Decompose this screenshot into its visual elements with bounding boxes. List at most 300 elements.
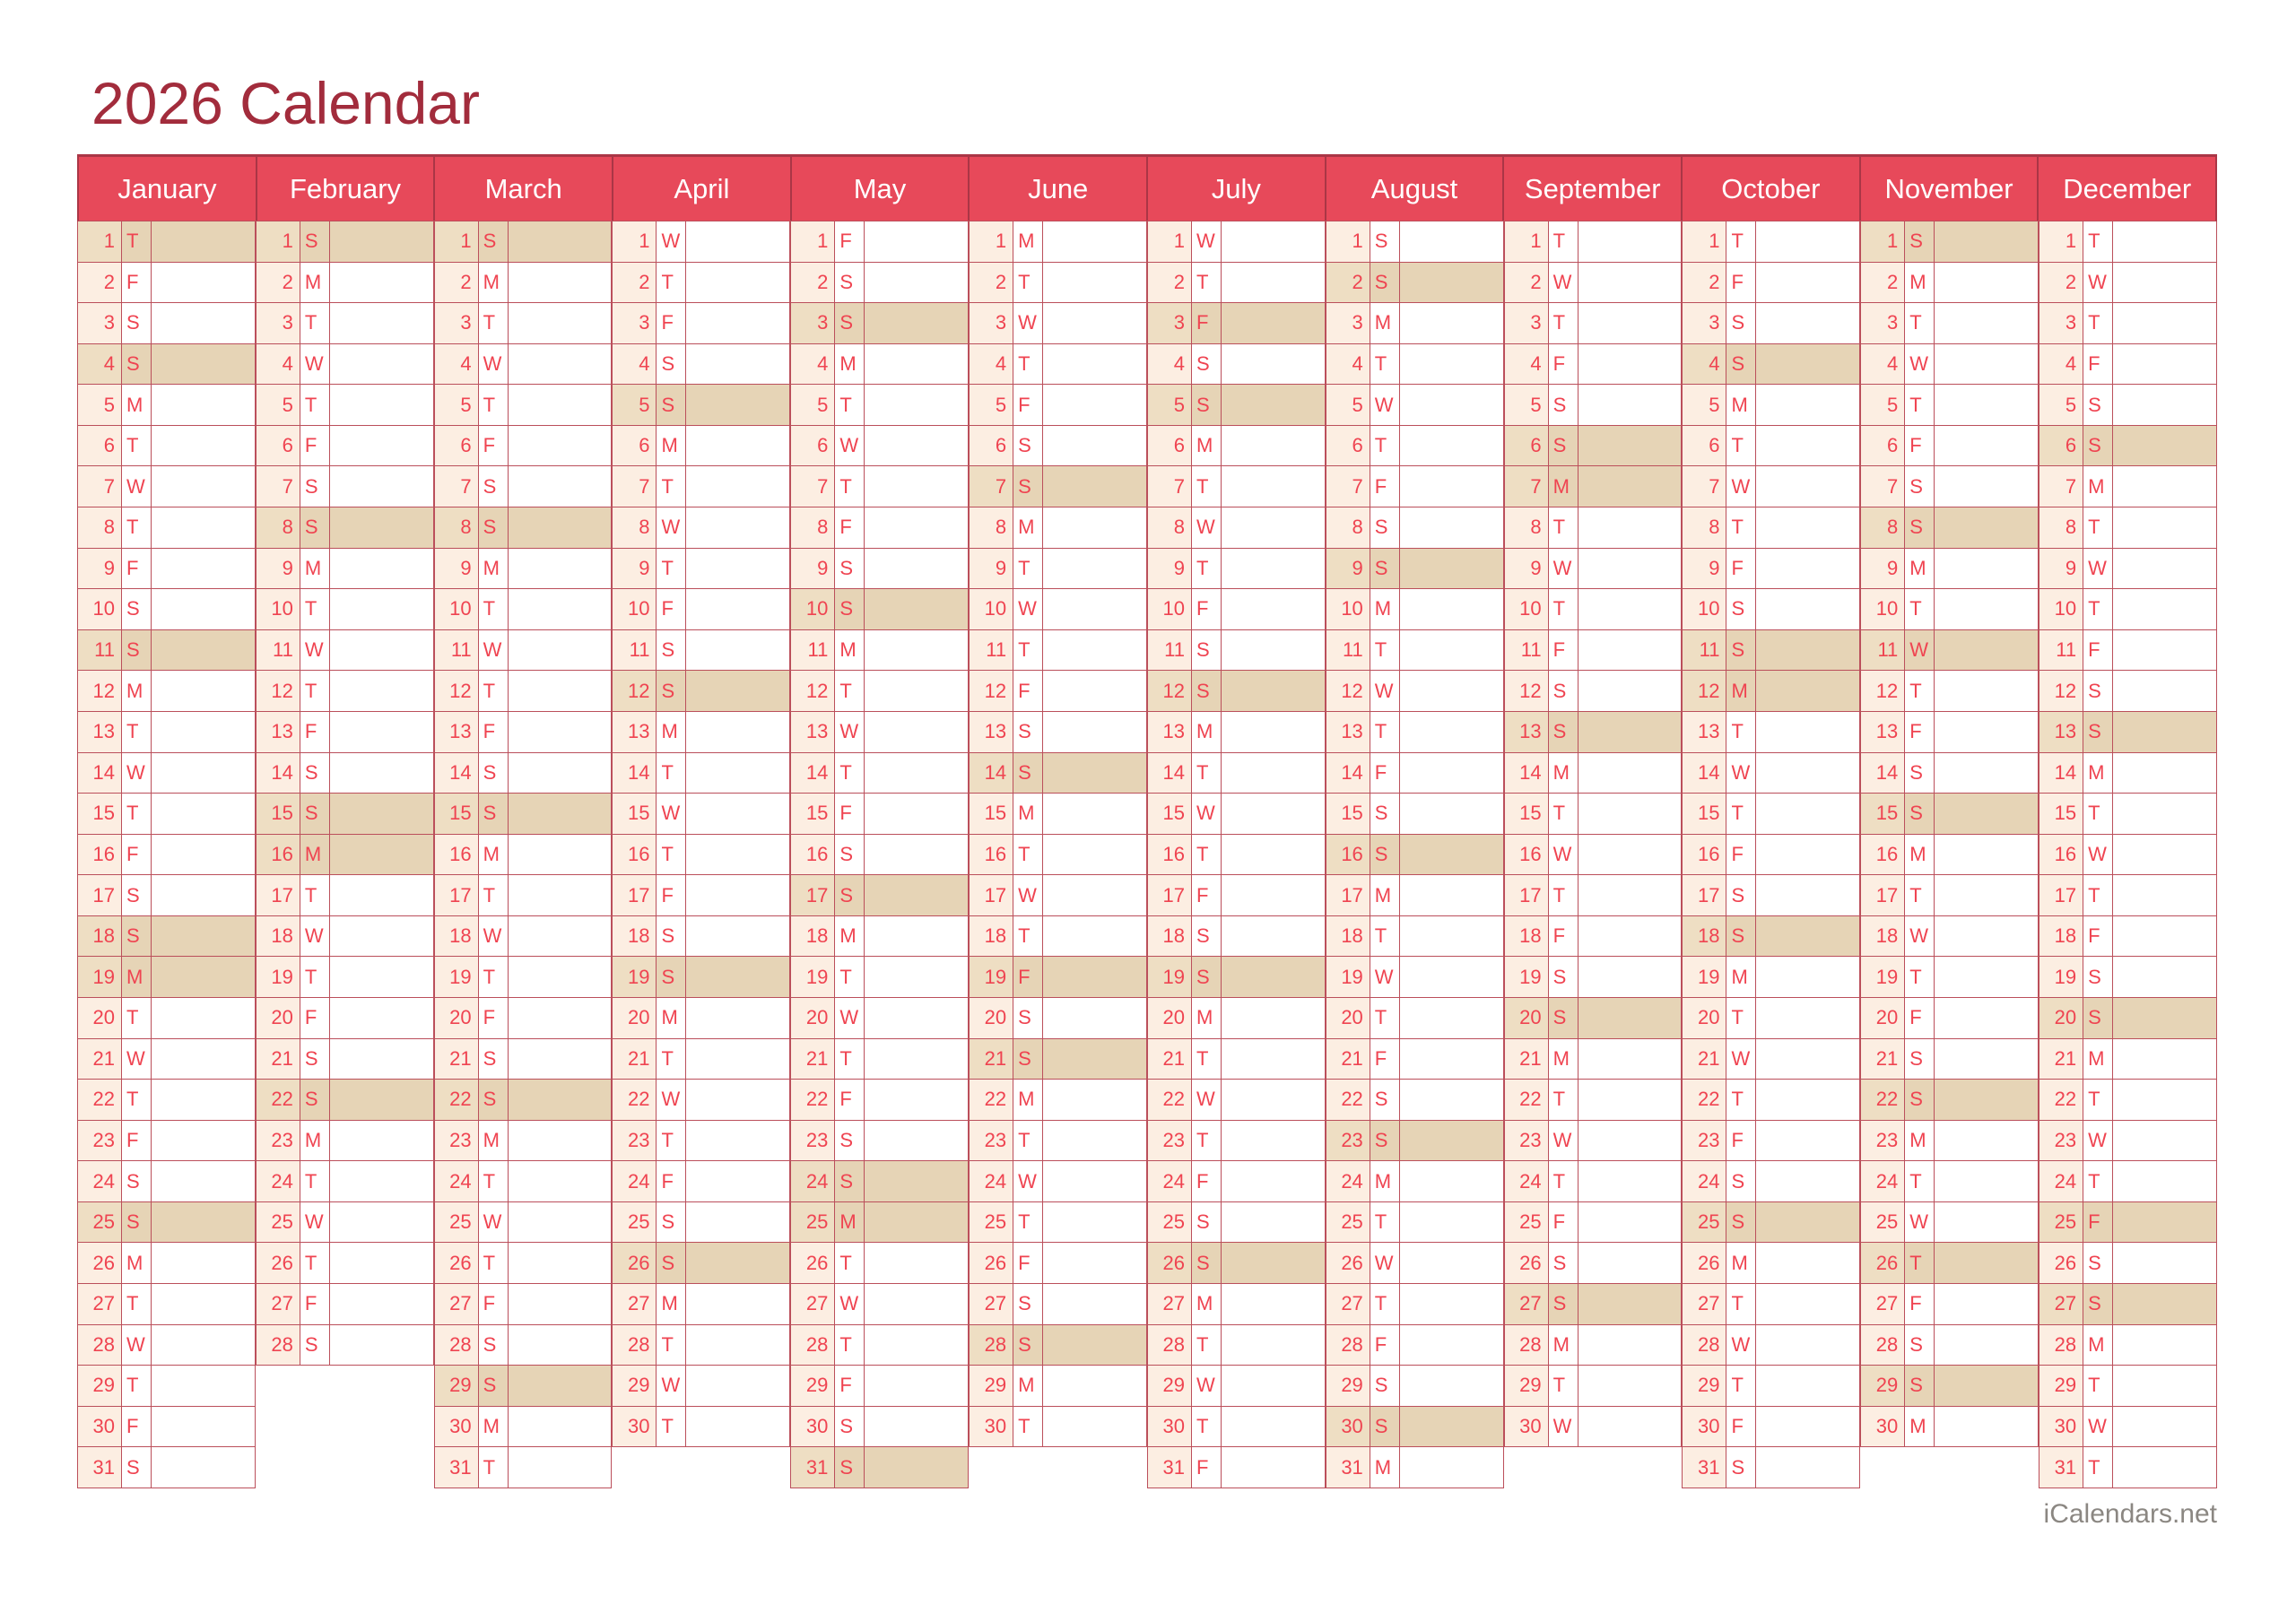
notes-area (1935, 426, 2038, 466)
day-number: 25 (2039, 1202, 2083, 1243)
notes-area (686, 630, 789, 671)
day-number: 18 (1683, 916, 1726, 957)
day-number: 22 (435, 1080, 479, 1120)
day-cell (1504, 466, 1683, 507)
empty-slot (1504, 1447, 1683, 1488)
day-cell (790, 549, 969, 590)
notes-area (1935, 1080, 2038, 1120)
day-cell (77, 712, 256, 753)
notes-area (330, 1202, 433, 1243)
day-letter: W (835, 998, 865, 1038)
day-letter: F (835, 1366, 865, 1406)
day-number: 30 (1505, 1407, 1549, 1447)
day-cell (256, 549, 434, 590)
notes-area (1222, 1366, 1325, 1406)
day-cell (1147, 1080, 1326, 1121)
day-letter: S (1726, 1161, 1756, 1201)
day-number: 13 (613, 712, 657, 752)
day-cell (1326, 671, 1504, 712)
notes-area (1400, 1202, 1503, 1243)
day-number: 15 (78, 794, 122, 834)
day-letter: S (1905, 1080, 1935, 1120)
notes-area (1222, 1080, 1325, 1120)
day-letter: W (1013, 303, 1043, 343)
notes-area (1578, 221, 1682, 262)
day-letter: W (1549, 1407, 1578, 1447)
notes-area (686, 1366, 789, 1406)
day-letter: S (479, 507, 509, 548)
day-cell (612, 875, 790, 916)
day-cell (1147, 753, 1326, 794)
day-number: 9 (613, 549, 657, 589)
day-number: 29 (1683, 1366, 1726, 1406)
day-number: 7 (1326, 466, 1370, 507)
notes-area (509, 1407, 612, 1447)
notes-area (865, 630, 968, 671)
notes-area (865, 507, 968, 548)
day-cell (77, 344, 256, 386)
day-letter: T (1192, 263, 1222, 303)
day-number: 5 (2039, 385, 2083, 425)
month-header-january: January (117, 172, 217, 204)
day-number: 18 (435, 916, 479, 957)
day-cell (2039, 1366, 2217, 1407)
day-number: 19 (613, 957, 657, 997)
day-cell (1860, 1407, 2039, 1448)
day-letter: W (122, 1325, 152, 1366)
day-number: 18 (1326, 916, 1370, 957)
notes-area (865, 671, 968, 711)
notes-area (1935, 916, 2038, 957)
notes-area (1935, 1202, 2038, 1243)
day-letter: W (1192, 221, 1222, 262)
day-cell (1147, 466, 1326, 507)
day-cell (1326, 957, 1504, 998)
day-number: 8 (2039, 507, 2083, 548)
day-number: 11 (2039, 630, 2083, 671)
month-column-december (2039, 221, 2217, 1488)
day-number: 27 (1326, 1284, 1370, 1324)
day-letter: T (1726, 1284, 1756, 1324)
day-cell (1682, 303, 1860, 344)
notes-area (686, 263, 789, 303)
day-cell (1682, 589, 1860, 630)
day-number: 26 (78, 1243, 122, 1283)
notes-area (2113, 835, 2216, 875)
day-cell (612, 344, 790, 386)
day-number: 2 (257, 263, 300, 303)
day-cell (1326, 753, 1504, 794)
notes-area (509, 875, 612, 915)
day-number: 14 (1683, 753, 1726, 794)
day-cell (1326, 835, 1504, 876)
notes-area (1043, 344, 1146, 385)
notes-area (1043, 835, 1146, 875)
month-column-march (434, 221, 613, 1488)
day-number: 13 (1148, 712, 1192, 752)
notes-area (686, 1039, 789, 1080)
day-cell (612, 221, 790, 263)
day-cell (1860, 344, 2039, 386)
day-cell (969, 263, 1147, 304)
day-letter: M (1726, 385, 1756, 425)
day-cell (434, 1039, 613, 1080)
day-number: 29 (1861, 1366, 1905, 1406)
empty-slot (1860, 1447, 2039, 1488)
day-cell (790, 835, 969, 876)
day-number: 14 (791, 753, 835, 794)
day-letter: F (1905, 712, 1935, 752)
day-cell (434, 1366, 613, 1407)
day-cell (77, 1447, 256, 1488)
day-letter: S (835, 1161, 865, 1201)
day-number: 11 (970, 630, 1013, 671)
day-cell (77, 507, 256, 549)
day-letter: M (1905, 549, 1935, 589)
day-number: 10 (1148, 589, 1192, 629)
day-number: 3 (970, 303, 1013, 343)
day-letter: S (2083, 1243, 2113, 1283)
day-letter: S (2083, 998, 2113, 1038)
day-letter: T (1726, 998, 1756, 1038)
notes-area (1935, 549, 2038, 589)
day-letter: W (1726, 1039, 1756, 1080)
day-cell (434, 671, 613, 712)
day-number: 24 (791, 1161, 835, 1201)
day-letter: S (1726, 589, 1756, 629)
notes-area (1578, 916, 1682, 957)
day-number: 6 (1683, 426, 1726, 466)
day-letter: T (122, 712, 152, 752)
day-letter: F (1013, 671, 1043, 711)
day-cell (77, 1243, 256, 1284)
day-letter: M (1549, 753, 1578, 794)
day-letter: W (2083, 1121, 2113, 1161)
notes-area (1222, 916, 1325, 957)
notes-area (2113, 998, 2216, 1038)
day-number: 13 (1326, 712, 1370, 752)
day-letter: S (1726, 916, 1756, 957)
notes-area (2113, 549, 2216, 589)
day-number: 31 (1148, 1447, 1192, 1488)
notes-area (2113, 263, 2216, 303)
day-number: 27 (435, 1284, 479, 1324)
day-letter: W (2083, 263, 2113, 303)
day-cell (969, 671, 1147, 712)
day-cell (1326, 549, 1504, 590)
day-letter: M (2083, 1039, 2113, 1080)
day-cell (1504, 549, 1683, 590)
day-number: 27 (613, 1284, 657, 1324)
month-header-june: June (968, 157, 1146, 221)
day-letter: S (1549, 671, 1578, 711)
day-letter: T (1549, 1080, 1578, 1120)
day-number: 10 (78, 589, 122, 629)
day-letter: M (122, 385, 152, 425)
day-letter: W (300, 916, 330, 957)
day-letter: S (1726, 1202, 1756, 1243)
day-number: 11 (1505, 630, 1549, 671)
day-number: 1 (257, 221, 300, 262)
day-number: 8 (435, 507, 479, 548)
day-cell (790, 344, 969, 386)
day-cell (969, 507, 1147, 549)
day-cell (612, 1161, 790, 1202)
day-number: 31 (791, 1447, 835, 1488)
day-cell (1504, 1284, 1683, 1325)
day-cell (1504, 753, 1683, 794)
day-letter: F (122, 263, 152, 303)
day-number: 15 (970, 794, 1013, 834)
notes-area (509, 263, 612, 303)
day-letter: S (122, 1161, 152, 1201)
notes-area (1222, 671, 1325, 711)
notes-area (509, 1325, 612, 1366)
notes-area (865, 794, 968, 834)
notes-area (865, 466, 968, 507)
notes-area (330, 263, 433, 303)
day-letter: T (1905, 1161, 1935, 1201)
day-cell (434, 1325, 613, 1366)
day-number: 7 (257, 466, 300, 507)
day-number: 21 (257, 1039, 300, 1080)
day-cell (1860, 1325, 2039, 1366)
notes-area (1222, 875, 1325, 915)
day-number: 19 (1148, 957, 1192, 997)
day-number: 11 (1326, 630, 1370, 671)
notes-area (1043, 630, 1146, 671)
day-letter: M (1013, 221, 1043, 262)
day-number: 17 (970, 875, 1013, 915)
day-letter: W (1192, 794, 1222, 834)
day-letter: S (835, 1121, 865, 1161)
notes-area (865, 712, 968, 752)
notes-area (1043, 426, 1146, 466)
day-letter: T (2083, 507, 2113, 548)
day-number: 15 (1326, 794, 1370, 834)
day-cell (1860, 1284, 2039, 1325)
day-cell (1147, 875, 1326, 916)
day-number: 11 (78, 630, 122, 671)
day-number: 28 (2039, 1325, 2083, 1366)
notes-area (1222, 1243, 1325, 1283)
day-letter: T (1013, 1407, 1043, 1447)
day-number: 25 (78, 1202, 122, 1243)
day-cell (1504, 957, 1683, 998)
day-letter: T (657, 1039, 686, 1080)
notes-area (152, 221, 255, 262)
day-cell (612, 835, 790, 876)
day-cell (1682, 263, 1860, 304)
day-number: 26 (791, 1243, 835, 1283)
notes-area (865, 385, 968, 425)
day-number: 11 (1861, 630, 1905, 671)
day-cell (1504, 385, 1683, 426)
day-number: 31 (1683, 1447, 1726, 1488)
notes-area (1578, 507, 1682, 548)
day-cell (2039, 998, 2217, 1039)
day-number: 1 (613, 221, 657, 262)
day-number: 22 (1505, 1080, 1549, 1120)
month-column-april (612, 221, 790, 1488)
day-number: 8 (1148, 507, 1192, 548)
notes-area (1578, 835, 1682, 875)
day-number: 14 (78, 753, 122, 794)
notes-area (1043, 1284, 1146, 1324)
day-number: 23 (78, 1121, 122, 1161)
day-number: 19 (970, 957, 1013, 997)
day-cell (1147, 385, 1326, 426)
day-number: 30 (1861, 1407, 1905, 1447)
day-number: 26 (1326, 1243, 1370, 1283)
day-letter: S (1726, 303, 1756, 343)
day-cell (612, 1325, 790, 1366)
day-number: 14 (2039, 753, 2083, 794)
day-cell (612, 303, 790, 344)
notes-area (330, 794, 433, 834)
day-letter: T (300, 1161, 330, 1201)
day-cell (969, 1284, 1147, 1325)
day-letter: F (1192, 303, 1222, 343)
day-cell (1682, 1407, 1860, 1448)
day-number: 5 (970, 385, 1013, 425)
day-letter: S (479, 1325, 509, 1366)
day-number: 8 (1505, 507, 1549, 548)
day-number: 25 (1505, 1202, 1549, 1243)
day-cell (790, 1161, 969, 1202)
day-cell (1326, 1325, 1504, 1366)
day-cell (256, 794, 434, 835)
notes-area (865, 1366, 968, 1406)
notes-area (330, 344, 433, 385)
day-cell (790, 466, 969, 507)
day-number: 18 (257, 916, 300, 957)
day-letter: W (835, 426, 865, 466)
day-letter: W (835, 712, 865, 752)
day-cell (434, 1284, 613, 1325)
notes-area (1756, 1202, 1859, 1243)
day-letter: F (1726, 1121, 1756, 1161)
day-letter: W (1013, 875, 1043, 915)
day-number: 24 (78, 1161, 122, 1201)
day-number: 30 (1326, 1407, 1370, 1447)
day-letter: T (2083, 303, 2113, 343)
day-number: 19 (2039, 957, 2083, 997)
day-cell (1147, 712, 1326, 753)
notes-area (1043, 303, 1146, 343)
day-cell (969, 957, 1147, 998)
day-number: 28 (1861, 1325, 1905, 1366)
day-cell (434, 466, 613, 507)
day-cell (1504, 1121, 1683, 1162)
day-number: 13 (257, 712, 300, 752)
day-number: 4 (1683, 344, 1726, 385)
day-letter: S (1013, 426, 1043, 466)
day-cell (1147, 1447, 1326, 1488)
day-letter: W (1192, 1366, 1222, 1406)
day-letter: F (835, 794, 865, 834)
day-number: 18 (78, 916, 122, 957)
day-cell (969, 1243, 1147, 1284)
day-letter: T (2083, 589, 2113, 629)
day-cell (256, 957, 434, 998)
day-number: 24 (435, 1161, 479, 1201)
day-letter: T (657, 1325, 686, 1366)
day-number: 23 (435, 1121, 479, 1161)
day-number: 28 (257, 1325, 300, 1366)
day-letter: F (1013, 957, 1043, 997)
day-cell (969, 589, 1147, 630)
day-cell (434, 1407, 613, 1448)
day-letter: F (122, 1407, 152, 1447)
day-cell (612, 1366, 790, 1407)
notes-area (1578, 753, 1682, 794)
day-number: 4 (791, 344, 835, 385)
day-cell (1147, 794, 1326, 835)
notes-area (1756, 875, 1859, 915)
day-cell (1504, 875, 1683, 916)
notes-area (865, 1080, 968, 1120)
day-cell (1147, 303, 1326, 344)
day-letter: W (1905, 630, 1935, 671)
day-number: 27 (1683, 1284, 1726, 1324)
day-letter: M (835, 630, 865, 671)
notes-area (1222, 303, 1325, 343)
day-number: 20 (1861, 998, 1905, 1038)
day-letter: T (1905, 1243, 1935, 1283)
notes-area (330, 466, 433, 507)
day-letter: M (2083, 466, 2113, 507)
day-letter: T (1549, 1366, 1578, 1406)
day-number: 26 (435, 1243, 479, 1283)
notes-area (1935, 671, 2038, 711)
day-cell (1326, 1407, 1504, 1448)
day-letter: T (835, 957, 865, 997)
day-number: 23 (1148, 1121, 1192, 1161)
day-letter: F (1549, 1202, 1578, 1243)
notes-area (1400, 1161, 1503, 1201)
day-letter: W (479, 344, 509, 385)
day-letter: F (1905, 998, 1935, 1038)
day-number: 20 (970, 998, 1013, 1038)
day-cell (1326, 1447, 1504, 1488)
day-cell (2039, 1243, 2217, 1284)
day-letter: W (1549, 1121, 1578, 1161)
day-cell (434, 263, 613, 304)
day-number: 17 (257, 875, 300, 915)
day-number: 13 (1683, 712, 1726, 752)
day-letter: T (2083, 1161, 2113, 1201)
day-number: 26 (257, 1243, 300, 1283)
day-letter: M (657, 998, 686, 1038)
day-letter: S (835, 1407, 865, 1447)
day-number: 5 (1683, 385, 1726, 425)
day-number: 12 (257, 671, 300, 711)
day-number: 16 (257, 835, 300, 875)
day-cell (77, 1202, 256, 1244)
day-cell (77, 957, 256, 998)
day-cell (77, 1161, 256, 1202)
empty-slot (256, 1407, 434, 1448)
notes-area (509, 957, 612, 997)
day-number: 14 (1505, 753, 1549, 794)
day-number: 1 (1148, 221, 1192, 262)
day-cell (969, 221, 1147, 263)
notes-area (1043, 1039, 1146, 1080)
day-cell (1326, 1121, 1504, 1162)
day-cell (1326, 1080, 1504, 1121)
day-number: 3 (1683, 303, 1726, 343)
